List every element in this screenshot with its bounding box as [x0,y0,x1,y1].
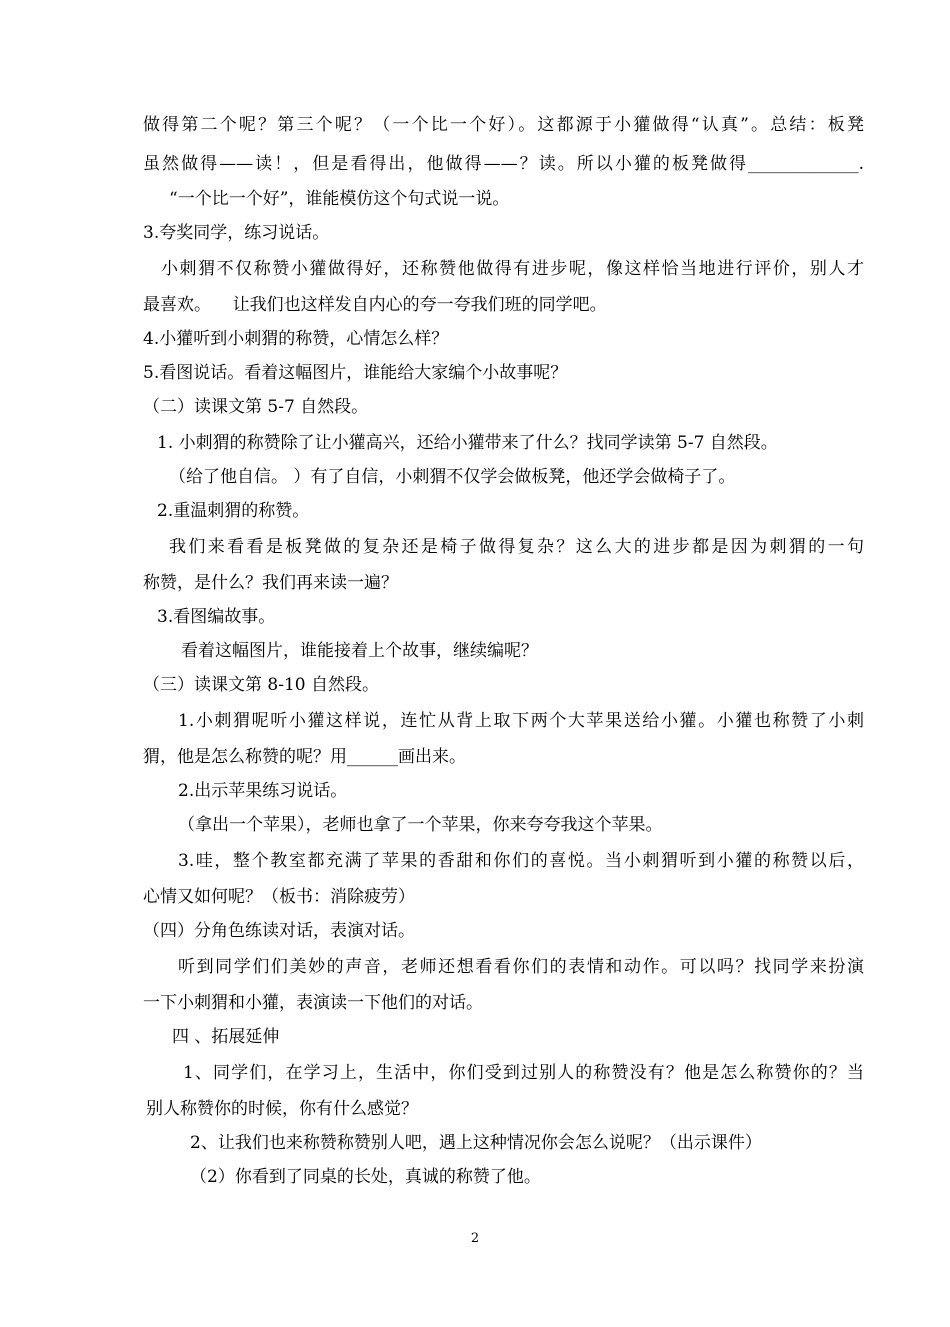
section-heading-extension: 四 、拓展延伸 [172,1027,280,1047]
text-line-6: 最喜欢。 让我们也这样发自内心的夸一夸我们班的同学吧。 [143,295,607,315]
text-line-31: （2）你看到了同桌的长处，真诚的称赞了他。 [190,1167,541,1187]
text-line-20: 2.出示苹果练习说话。 [178,781,348,801]
text-line-19: 猬，他是怎么称赞的呢？用______画出来。 [143,747,466,767]
text-line-4: 3.夸奖同学，练习说话。 [143,223,330,243]
text-line-23: 心情又如何呢？（板书：消除疲劳） [143,887,415,907]
text-line-16: 看着这幅图片，谁能接着上个故事，继续编呢？ [181,641,538,661]
text-line-29: 别人称赞你的时候，你有什么感觉？ [146,1099,418,1119]
text-line-10: 1. 小刺猬的称赞除了让小獾高兴，还给小獾带来了什么？找同学读第 5-7 自然段。 [157,433,778,453]
text-line-11: （给了他自信。 ）有了自信，小刺猬不仅学会做板凳，他还学会做椅子了。 [169,467,736,487]
text-line-12: 2.重温刺猬的称赞。 [157,501,310,521]
section-heading-4: （四）分角色练读对话，表演对话。 [143,921,415,941]
text-line-18: 1.小刺猬呢听小獾这样说，连忙从背上取下两个大苹果送给小獾。小獾也称赞了小刺 [178,711,864,731]
text-line-25: 听到同学们们美妙的声音，老师还想看看你们的表情和动作。可以吗？找同学来扮演 [178,957,864,977]
text-line-14: 称赞，是什么？我们再来读一遍？ [143,573,398,593]
text-line-2: 虽然做得——读！，但是看得出，他做得——？读。所以小獾的板凳做得_____________. [143,154,864,174]
text-line-15: 3.看图编故事。 [157,607,276,627]
text-line-5: 小刺猬不仅称赞小獾做得好，还称赞他做得有进步呢，像这样恰当地进行评价，别人才 [161,259,864,279]
page-number: 2 [470,1231,480,1246]
section-heading-3: （三）读课文第 8-10 自然段。 [143,675,379,695]
text-line-28: 1、同学们，在学习上，生活中，你们受到过别人的称赞没有？他是怎么称赞你的？当 [183,1063,864,1083]
text-line-1: 做得第二个呢？第三个呢？（一个比一个好）。这都源于小獾做得“认真”。总结：板凳 [143,115,864,135]
text-line-3: “一个比一个好”，谁能模仿这个句式说一说。 [169,189,510,209]
text-line-22: 3.哇，整个教室都充满了苹果的香甜和你们的喜悦。当小刺猬听到小獾的称赞以后， [178,851,864,871]
text-line-26: 一下小刺猬和小獾，表演读一下他们的对话。 [143,993,483,1013]
text-line-8: 5.看图说话。看着这幅图片，谁能给大家编个小故事呢？ [143,363,568,383]
text-line-30: 2、让我们也来称赞称赞别人吧，遇上这种情况你会怎么说呢？（出示课件） [190,1133,762,1153]
text-line-21: （拿出一个苹果），老师也拿了一个苹果，你来夸夸我这个苹果。 [178,815,663,835]
section-heading-2: （二）读课文第 5-7 自然段。 [143,397,369,417]
text-line-13: 我们来看看是板凳做的复杂还是椅子做得复杂？这么大的进步都是因为刺猬的一句 [169,537,864,557]
text-line-7: 4.小獾听到小刺猬的称赞，心情怎么样？ [143,329,449,349]
